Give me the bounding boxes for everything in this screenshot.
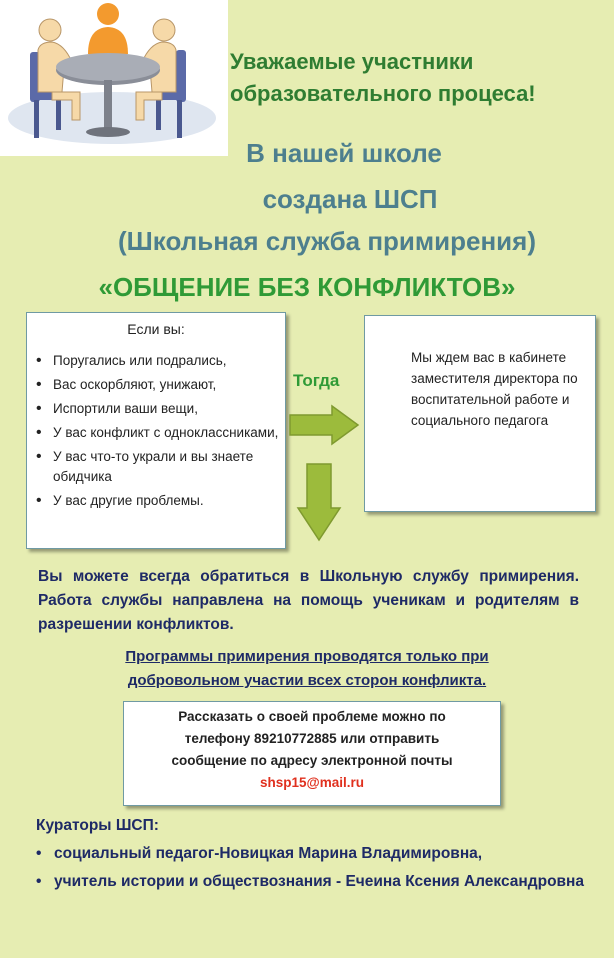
curators: [36, 812, 596, 896]
contact-line-1: Рассказать о своей проблеме можно по: [178, 709, 446, 724]
contact-text: [124, 706, 500, 794]
greeting-line-2: образовательного процеса!: [230, 81, 536, 106]
wait-text: Мы ждем вас в кабинете заместителя директора по воспитательной работе и социального педагога: [411, 350, 578, 428]
slogan: «ОБЩЕНИЕ БЕЗ КОНФЛИКТОВ»: [98, 272, 516, 302]
if-you-title: Если вы:: [127, 321, 185, 337]
voluntary-notice-line-1: Программы примирения проводятся только при: [125, 648, 489, 665]
greeting: [230, 46, 610, 110]
curators-list: [36, 840, 596, 896]
arrow-down-icon: [296, 462, 342, 542]
curator-item: • социальный педагог-Новицкая Марина Владимировна,: [36, 840, 596, 868]
curator-item: • учитель истории и обществознания - Ечеина Ксения Александровна: [36, 868, 596, 896]
contact-line-3: сообщение по адресу электронной почты: [171, 753, 453, 768]
wait-box: [364, 315, 596, 512]
contact-line-2: телефону 89210772885 или отправить: [184, 731, 440, 746]
arrow-right-icon: [288, 404, 360, 446]
contact-box: [123, 701, 501, 806]
people-at-table-icon: [0, 0, 228, 156]
if-you-list: [27, 351, 285, 511]
email-link[interactable]: shsp15@mail.ru: [260, 775, 364, 790]
headline-line-3: (Школьная служба примирения): [118, 226, 536, 256]
then-label: Тогда: [293, 371, 340, 390]
service-description: Вы можете всегда обратиться в Школьную службу примирения. Работа службы направлена на помощь ученикам и родителям в разрешении конфликтов.: [38, 568, 579, 633]
list-item: • Испортили ваши вещи,: [53, 399, 285, 419]
curators-title: Кураторы ШСП:: [36, 817, 159, 834]
greeting-line-1: Уважаемые участники: [230, 49, 474, 74]
headline-line-1: В нашей школе: [246, 138, 442, 168]
list-item: • У вас что-то украли и вы знаете обидчика: [53, 447, 285, 487]
voluntary-notice-line-2: добровольном участии всех сторон конфликта.: [127, 672, 487, 689]
if-you-box: [26, 312, 286, 549]
list-item: • Вас оскорбляют, унижают,: [53, 375, 285, 395]
list-item: • У вас другие проблемы.: [53, 491, 285, 511]
meeting-illustration: [0, 0, 228, 156]
headline-line-2: создана ШСП: [262, 184, 438, 214]
list-item: • У вас конфликт с одноклассниками,: [53, 423, 285, 443]
voluntary-notice: [0, 645, 614, 693]
list-item: • Поругались или подрались,: [53, 351, 285, 371]
